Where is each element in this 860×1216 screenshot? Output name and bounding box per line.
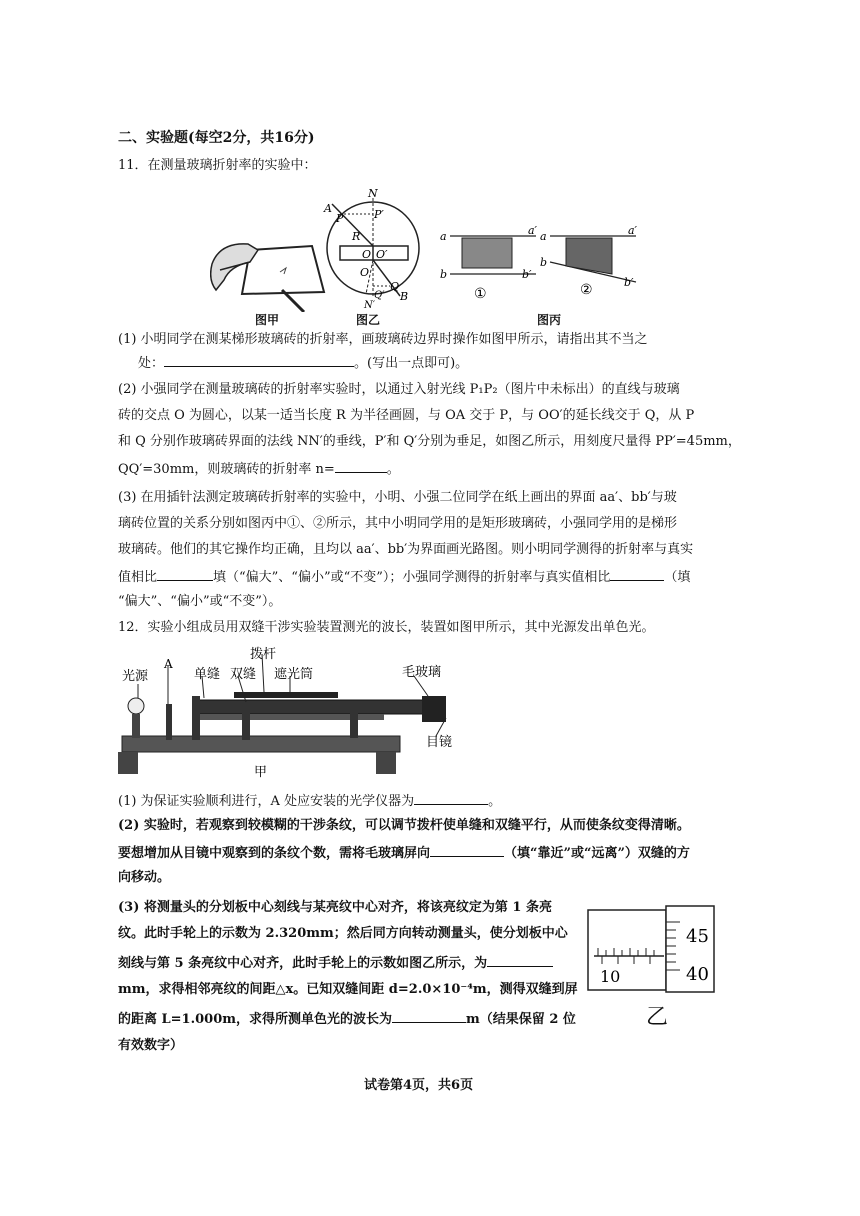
label-apparatus-caption: 甲 [254,765,268,780]
q12-part3-line2: 纹。此时手轮上的示数为 2.320mm；然后同方向转动测量头，使分划板中心 [118,926,568,941]
label-O: O [362,248,372,261]
figure-yi-diagram [318,186,428,310]
label-double-slit: 双缝 [230,667,257,682]
q11-part1-line2: 处： 。(写出一点即可)。 [138,352,468,374]
answer-blank-11-3[interactable] [157,566,213,581]
q12-part3-line3: 刻线与第 5 条亮纹中心对齐，此时手轮上的示数如图乙所示，为 [118,952,553,974]
answer-blank-12-3[interactable] [487,952,553,967]
figure-bing-1 [436,222,546,302]
label-10: 10 [600,967,621,986]
label-a-2: a [540,230,547,243]
label-single-slit: 单缝 [194,667,221,682]
label-A: A [324,202,332,215]
q11-part3-line1: (3) 在用插针法测定玻璃砖折射率的实验中，小明、小强二位同学在纸上画出的界面 aa′、bb′与玻 [118,490,677,505]
label-light-source: 光源 [122,669,149,684]
label-N: N [368,187,378,200]
answer-blank-11-1[interactable] [164,352,354,367]
figure-bing-2 [536,222,646,302]
label-Q2: Q′ [374,290,385,301]
label-B: B [400,290,409,303]
label-b-2: b [540,256,548,269]
q11-part2-line4: QQ′=30mm，则玻璃砖的折射率 n= 。 [118,458,400,480]
label-40: 40 [686,964,709,985]
q11-part3-line3: 玻璃砖。他们的其它操作均正确，且均以 aa′、bb′为界面画光路图。则小明同学测得的折射率与真实 [118,542,694,557]
figure-bing-caption: 图丙 [537,313,562,327]
q12-part3-line6: 有效数字） [118,1038,184,1053]
micrometer-caption: 乙 [646,1005,669,1030]
answer-blank-12-2[interactable] [430,842,504,857]
q12-part2-line1: (2) 实验时，若观察到较模糊的干涉条纹，可以调节拨杆使单缝和双缝平行，从而使条纹变得清晰。 [118,818,690,833]
q11-part2-line3: 和 Q 分别作玻璃砖界面的法线 NN′的垂线，P′和 Q′分别为垂足，如图乙所示，用刻度尺量得 PP′=45mm， [118,434,741,449]
q11-part1-line1: (1) 小明同学在测某梯形玻璃砖的折射率，画玻璃砖边界时操作如图甲所示，请指出其不当之 [118,332,648,347]
page-footer: 试卷第4页，共6页 [364,1078,474,1093]
q11-part3-line4: 值相比 填（“偏大”、“偏小”或“不变”）；小强同学测得的折射率与真实值相比 （填 [118,566,690,588]
q12-part2-line3: 向移动。 [118,870,171,885]
label-a2-1: a′ [528,224,538,237]
label-a-1: a [440,230,447,243]
q11-part3-line5: “偏大”、“偏小”或“不变”）。 [118,594,282,609]
label-screen: 毛玻璃 [402,665,442,680]
label-lever: 拨杆 [250,647,277,662]
figure-micrometer [586,904,720,994]
label-A-device: A [164,657,173,671]
q11-part2-line1: (2) 小强同学在测量玻璃砖的折射率实验时，以通过入射光线 P₁P₂（图片中未标出）的直线与玻璃 [118,382,680,397]
figure-jia-caption: 图甲 [255,313,280,327]
q11-intro: 11．在测量玻璃折射率的实验中： [118,158,317,173]
label-N2: N′ [364,300,376,310]
figure-jia-drawing [210,232,330,312]
label-45: 45 [686,926,709,947]
q12-part3-line4: mm，求得相邻亮纹的间距△x。已知双缝间距 d=2.0×10⁻⁴m，测得双缝到屏 [118,982,578,997]
q12-part2-line2: 要想增加从目镜中观察到的条纹个数，需将毛玻璃屏向 （填“靠近”或“远离”）双缝的方 [118,842,690,864]
label-Q: Q [390,280,400,293]
figure-apparatus [114,646,466,786]
label-P: P [336,212,344,225]
section-title: 二、实验题(每空2分，共16分) [118,130,315,146]
label-b2-1: b′ [522,268,532,281]
label-circle-1: ① [474,286,487,302]
label-R: R [352,230,361,243]
label-O2: O′ [376,248,388,261]
label-circle-2: ② [580,282,593,298]
label-tube: 遮光筒 [274,667,314,682]
label-b-1: b [440,268,448,281]
q11-part2-line2: 砖的交点 O 为圆心，以某一适当长度 R 为半径画圆，与 OA 交于 P，与 OO′的延长线交于 Q，从 P [118,408,695,423]
answer-blank-11-2[interactable] [335,458,387,473]
q12-part3-line1: (3) 将测量头的分划板中心刻线与某亮纹中心对齐，将该亮纹定为第 1 条亮 [118,900,552,915]
figure-yi-caption: 图乙 [356,313,381,327]
label-a2-2: a′ [628,224,638,237]
q11-part3-line2: 璃砖位置的关系分别如图丙中①、②所示，其中小明同学用的是矩形玻璃砖，小强同学用的是梯形 [118,516,678,531]
answer-blank-12-1[interactable] [414,790,488,805]
label-b2-2: b′ [624,276,634,289]
q12-part1: (1) 为保证实验顺利进行，A 处应安装的光学仪器为 。 [118,790,501,812]
q12-part3-line5: 的距离 L=1.000m，求得所测单色光的波长为 m（结果保留 2 位 [118,1008,576,1030]
answer-blank-11-4[interactable] [610,566,664,581]
label-P2: P′ [374,208,384,221]
label-O-lower: O [360,266,370,279]
answer-blank-12-4[interactable] [392,1008,466,1023]
label-eyepiece: 目镜 [426,735,453,750]
q12-intro: 12．实验小组成员用双缝干涉实验装置测光的波长，装置如图甲所示，其中光源发出单色光。 [118,620,655,635]
